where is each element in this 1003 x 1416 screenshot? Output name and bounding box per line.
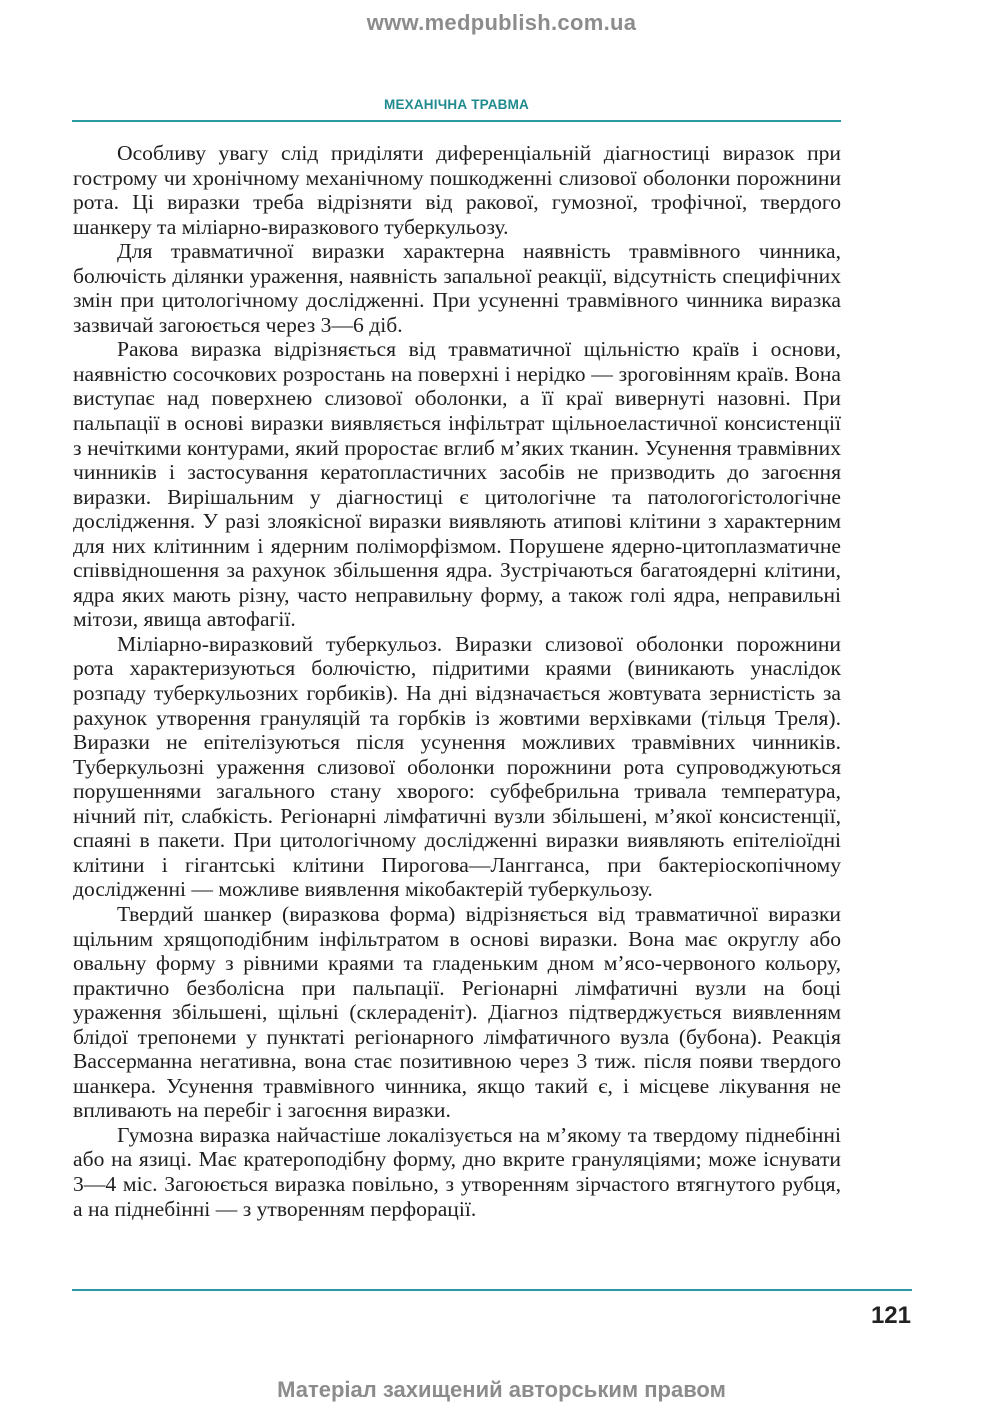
paragraph-traumatic-ulcer: Для травматичної виразки характерна наявність травмівного чинника, болючість ділянки ураження, наявність запальної реакції, відсутність специфічних змін при цитологічному дослідженні. При усуненні травмівного чинника виразка зазвичай загоюється через 3—6 діб. (73, 239, 841, 337)
paragraph-tuberculosis: Міліарно-виразковий туберкульоз. Виразки слизової оболонки порожнини рота характеризуються болючістю, підритими краями (виникають унаслідок розпаду туберкульозних горбиків). На дні відзначається жовтувата зернистість за рахунок утворення грануляцій та горбків із жовтими верхівками (тільця Треля). Виразки не епітелізуються після усунення можливих травмівних чинників. Туберкульозні ураження слизової оболонки порожнини рота супроводжуються порушеннями загального стану хворого: субфебрильна тривала температура, нічний піт, слабкість. Регіонарні лімфатичні вузли збільшені, м’якої консистенції, спаяні в пакети. При цитологічному дослідженні виразки виявляють епітеліоїдні клітини і гігантські клітини Пирогова—Лангганса, при бактеріоскопічному дослідженні — можливе виявлення мікобактерій туберкульозу. (73, 631, 841, 902)
running-head: МЕХАНІЧНА ТРАВМА (384, 97, 529, 112)
copyright-watermark: Матеріал захищений авторським правом (277, 1377, 726, 1402)
paragraph-differential-diagnosis: Особливу увагу слід приділяти диференціальній діагностиці виразок при гострому чи хронічному механічному пошкодженні слизової оболонки порожнини рота. Ці виразки треба відрізняти від ракової, гумозної, трофічної, твердого шанкеру та міліарно-виразкового туберкульозу. (73, 141, 841, 239)
header-rule (72, 120, 841, 122)
footer-rule (72, 1289, 912, 1291)
page-number: 121 (870, 1302, 911, 1329)
paragraph-gummatous-ulcer: Гумозна виразка найчастіше локалізується на м’якому та твердому піднебінні або на язиці. Має кратероподібну форму, дно вкрите грануляціями; може існувати 3—4 міс. Загоюється виразка повільно, з утворенням зірчастого втягнутого рубця, а на піднебінні — з утворенням перфорації. (73, 1122, 841, 1221)
paragraph-cancer-ulcer: Ракова виразка відрізняється від травматичної щільністю країв і основи, наявністю сосочкових розростань на поверхні і нерідко — зроговінням країв. Вона виступає над поверхнею слизової оболонки, а її краї вивернуті назовні. При пальпації в основі виразки виявляється інфільтрат щільноеластичної консистенції з нечіткими контурами, який проростає вглиб м’яких тканин. Усунення травмівних чинників і застосування кератопластичних засобів не призводить до загоєння виразки. Вирішальним у діагностиці є цитологічне та патологогістологічне дослідження. У разі злоякісної виразки виявляють атипові клітини з характерним для них клітинним і ядерним поліморфізмом. Порушене ядерно-цитоплазматичне співвідношення за рахунок збільшення ядра. Зустрічаються багатоядерні клітини, ядра яких мають різну, часто неправильну форму, а також голі ядра, неправильні мітози, явища автофагії. (73, 337, 841, 632)
paragraph-hard-chancre: Твердий шанкер (виразкова форма) відрізняється від травматичної виразки щільним хрящоподібним інфільтратом в основі виразки. Вона має округлу або овальну форму з рівними краями та гладеньким дном м’ясо-червоного кольору, практично безболісна при пальпації. Регіонарні лімфатичні вузли на боці ураження збільшені, щільні (склераденіт). Діагноз підтверджується виявленням блідої трепонеми у пунктаті регіонарного лімфатичного вузла (бубона). Реакція Вассерманна негативна, вона стає позитивною через 3 тиж. після появи твердого шанкера. Усунення травмівного чинника, якщо такий є, і місцеве лікування не впливають на перебіг і загоєння виразки. (73, 901, 841, 1123)
site-url-watermark: www.medpublish.com.ua (366, 10, 637, 35)
body-text (73, 141, 841, 1221)
